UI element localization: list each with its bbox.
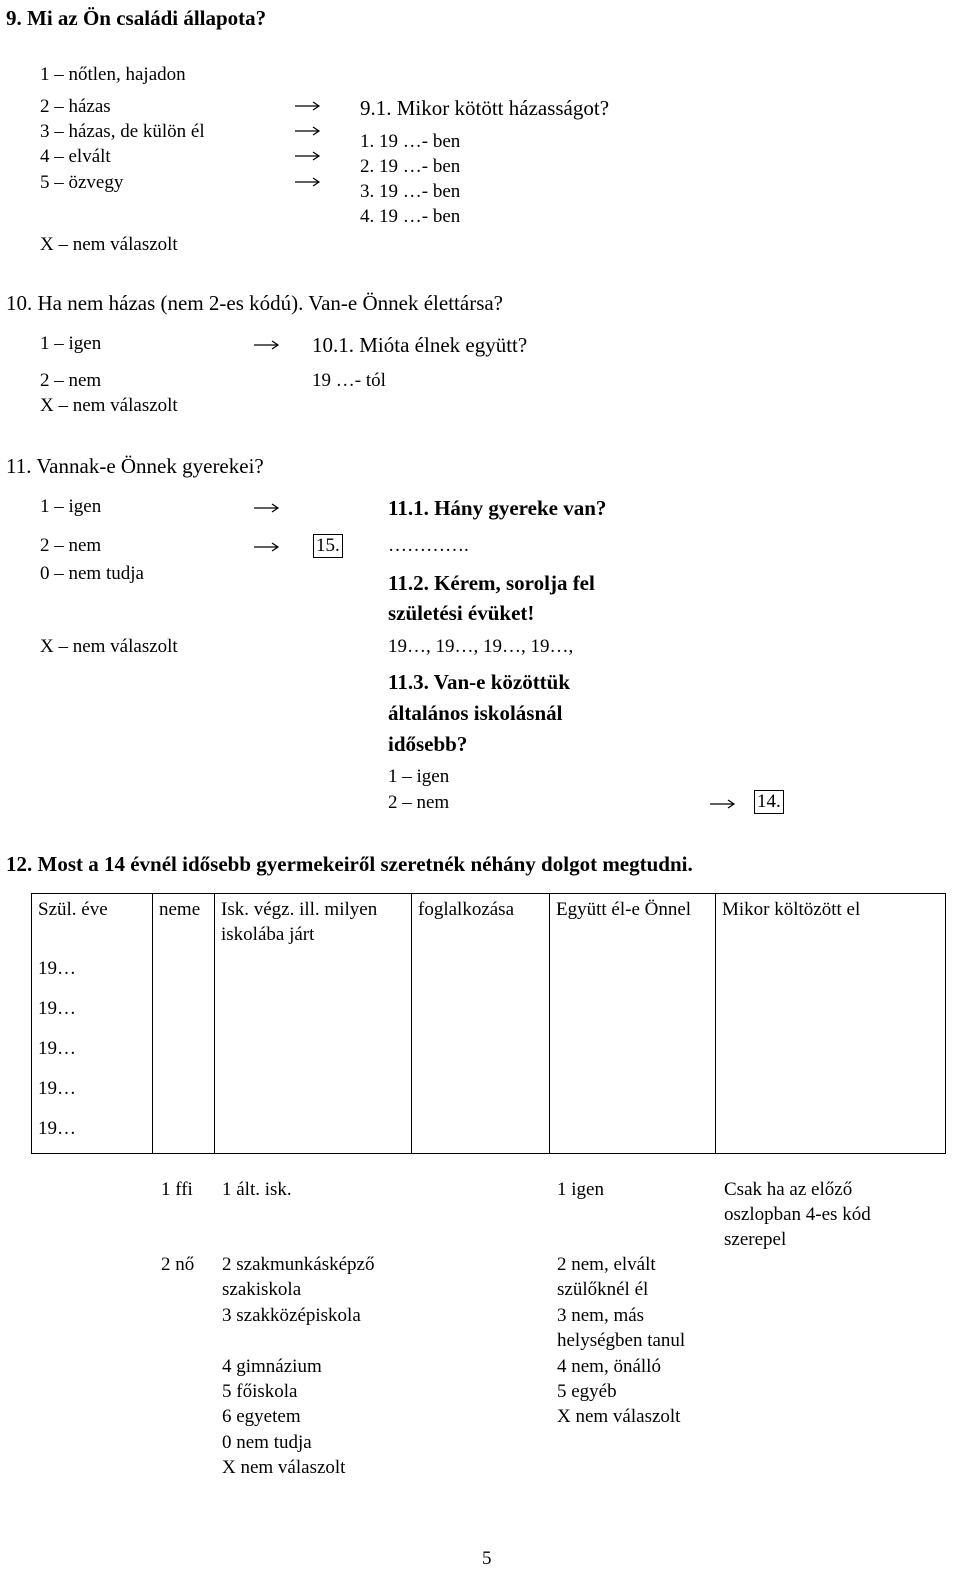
table-row xyxy=(32,947,946,993)
legend-school-0: 0 nem tudja xyxy=(222,1432,312,1453)
table-cell-year[interactable]: 19… xyxy=(32,993,153,1033)
q10-option-1[interactable]: 1 – igen xyxy=(40,333,102,354)
legend-gender-2: 2 nő xyxy=(161,1254,195,1275)
table-header: foglalkozása xyxy=(412,894,550,948)
q11-3-title-line2: általános iskolásnál xyxy=(388,701,563,725)
table-cell[interactable] xyxy=(215,1113,412,1154)
arrow-right-icon xyxy=(295,151,321,161)
arrow-right-icon xyxy=(254,542,280,552)
page-number: 5 xyxy=(482,1548,492,1569)
q9-option-4[interactable]: 4 – elvált xyxy=(40,146,111,167)
table-header-row xyxy=(32,894,946,948)
table-row xyxy=(32,1113,946,1154)
table-cell[interactable] xyxy=(153,1033,215,1073)
question-11-title: 11. Vannak-e Önnek gyerekei? xyxy=(6,454,264,478)
table-header: Szül. éve xyxy=(32,894,153,948)
q9-1-answer-2[interactable]: 2. 19 …- ben xyxy=(360,156,461,177)
table-cell[interactable] xyxy=(412,947,550,993)
question-9-title: 9. Mi az Ön családi állapota? xyxy=(6,6,267,30)
table-header: Mikor költözött el xyxy=(716,894,946,948)
q10-1-answer[interactable]: 19 …- tól xyxy=(312,370,386,391)
legend-together-3: 3 nem, más xyxy=(557,1305,645,1326)
q9-option-1[interactable]: 1 – nőtlen, hajadon xyxy=(40,64,186,85)
table-header: Isk. végz. ill. milyen iskolába járt xyxy=(215,894,412,948)
legend-gender-1: 1 ffi xyxy=(161,1179,193,1200)
q11-2-answer[interactable]: 19…, 19…, 19…, 19…, xyxy=(388,636,574,657)
table-cell-year[interactable]: 19… xyxy=(32,1113,153,1154)
q11-option-2[interactable]: 2 – nem xyxy=(40,535,102,556)
q11-3-title-line3: idősebb? xyxy=(388,732,468,756)
table-header: neme xyxy=(153,894,215,948)
skip-to-box: 15. xyxy=(313,534,343,558)
table-cell[interactable] xyxy=(153,1113,215,1154)
q9-1-answer-3[interactable]: 3. 19 …- ben xyxy=(360,181,461,202)
legend-school-2: 2 szakmunkásképző xyxy=(222,1254,375,1275)
table-cell[interactable] xyxy=(412,1033,550,1073)
q11-3-title-line1: 11.3. Van-e közöttük xyxy=(388,670,571,694)
arrow-right-icon xyxy=(295,126,321,136)
legend-together-5: 5 egyéb xyxy=(557,1381,617,1402)
q9-option-2[interactable]: 2 – házas xyxy=(40,96,111,117)
arrow-right-icon xyxy=(710,799,736,809)
q9-1-answer-4[interactable]: 4. 19 …- ben xyxy=(360,206,461,227)
table-cell[interactable] xyxy=(215,1033,412,1073)
q9-option-3[interactable]: 3 – házas, de külön él xyxy=(40,121,205,142)
q10-option-2[interactable]: 2 – nem xyxy=(40,370,102,391)
table-cell[interactable] xyxy=(550,1073,716,1113)
table-cell[interactable] xyxy=(215,993,412,1033)
legend-together-1: 1 igen xyxy=(557,1179,604,1200)
q10-1-title: 10.1. Mióta élnek együtt? xyxy=(312,333,528,357)
question-10-title: 10. Ha nem házas (nem 2-es kódú). Van-e Önnek élettársa? xyxy=(6,291,504,315)
table-cell[interactable] xyxy=(153,1073,215,1113)
table-cell[interactable] xyxy=(412,1073,550,1113)
q11-option-0[interactable]: 0 – nem tudja xyxy=(40,563,144,584)
legend-together-4: 4 nem, önálló xyxy=(557,1356,661,1377)
q11-2-title-line2: születési évüket! xyxy=(388,601,535,625)
table-cell[interactable] xyxy=(716,1113,946,1154)
q9-option-5[interactable]: 5 – özvegy xyxy=(40,172,124,193)
skip-to-box: 14. xyxy=(754,790,784,814)
table-cell[interactable] xyxy=(550,1033,716,1073)
q11-3-option-1[interactable]: 1 – igen xyxy=(388,766,450,787)
legend-school-5: 5 főiskola xyxy=(222,1381,298,1402)
table-cell[interactable] xyxy=(550,993,716,1033)
legend-moved-line3: szerepel xyxy=(724,1229,787,1250)
table-row xyxy=(32,1073,946,1113)
legend-school-4: 4 gimnázium xyxy=(222,1356,322,1377)
q9-1-title: 9.1. Mikor kötött házasságot? xyxy=(360,96,610,120)
legend-together-3b: helységben tanul xyxy=(557,1330,686,1351)
table-row xyxy=(32,1033,946,1073)
arrow-right-icon xyxy=(254,503,280,513)
table-cell[interactable] xyxy=(716,947,946,993)
q11-3-option-2[interactable]: 2 – nem xyxy=(388,792,450,813)
table-cell-year[interactable]: 19… xyxy=(32,947,153,993)
legend-together-x: X nem válaszolt xyxy=(557,1406,681,1427)
legend-school-x: X nem válaszolt xyxy=(222,1457,346,1478)
table-cell-year[interactable]: 19… xyxy=(32,1033,153,1073)
q11-1-answer[interactable]: …………. xyxy=(388,535,469,556)
table-cell[interactable] xyxy=(412,993,550,1033)
table-row xyxy=(32,993,946,1033)
table-cell[interactable] xyxy=(215,1073,412,1113)
table-cell[interactable] xyxy=(716,993,946,1033)
arrow-right-icon xyxy=(295,101,321,111)
table-cell[interactable] xyxy=(412,1113,550,1154)
table-cell[interactable] xyxy=(215,947,412,993)
q11-option-1[interactable]: 1 – igen xyxy=(40,496,102,517)
legend-school-6: 6 egyetem xyxy=(222,1406,301,1427)
q10-option-x[interactable]: X – nem válaszolt xyxy=(40,395,178,416)
table-cell[interactable] xyxy=(550,1113,716,1154)
table-cell-year[interactable]: 19… xyxy=(32,1073,153,1113)
q9-1-answer-1[interactable]: 1. 19 …- ben xyxy=(360,131,461,152)
legend-moved-line2: oszlopban 4-es kód xyxy=(724,1204,871,1225)
q11-option-x[interactable]: X – nem válaszolt xyxy=(40,636,178,657)
legend-school-1: 1 ált. isk. xyxy=(222,1179,292,1200)
table-header: Együtt él-e Önnel xyxy=(550,894,716,948)
children-table xyxy=(31,893,946,1154)
table-cell[interactable] xyxy=(153,947,215,993)
table-cell[interactable] xyxy=(716,1033,946,1073)
q11-2-title-line1: 11.2. Kérem, sorolja fel xyxy=(388,571,595,595)
table-cell[interactable] xyxy=(716,1073,946,1113)
arrow-right-icon xyxy=(295,177,321,187)
q11-1-title: 11.1. Hány gyereke van? xyxy=(388,496,607,520)
legend-school-3: 3 szakközépiskola xyxy=(222,1305,361,1326)
legend-school-2b: szakiskola xyxy=(222,1279,302,1300)
table-cell[interactable] xyxy=(153,993,215,1033)
legend-moved-line1: Csak ha az előző xyxy=(724,1179,853,1200)
legend-together-2b: szülőknél él xyxy=(557,1279,649,1300)
legend-together-2: 2 nem, elvált xyxy=(557,1254,656,1275)
table-cell[interactable] xyxy=(550,947,716,993)
q9-option-x[interactable]: X – nem válaszolt xyxy=(40,234,178,255)
arrow-right-icon xyxy=(254,340,280,350)
question-12-title: 12. Most a 14 évnél idősebb gyermekeiről szeretnék néhány dolgot megtudni. xyxy=(6,852,693,876)
